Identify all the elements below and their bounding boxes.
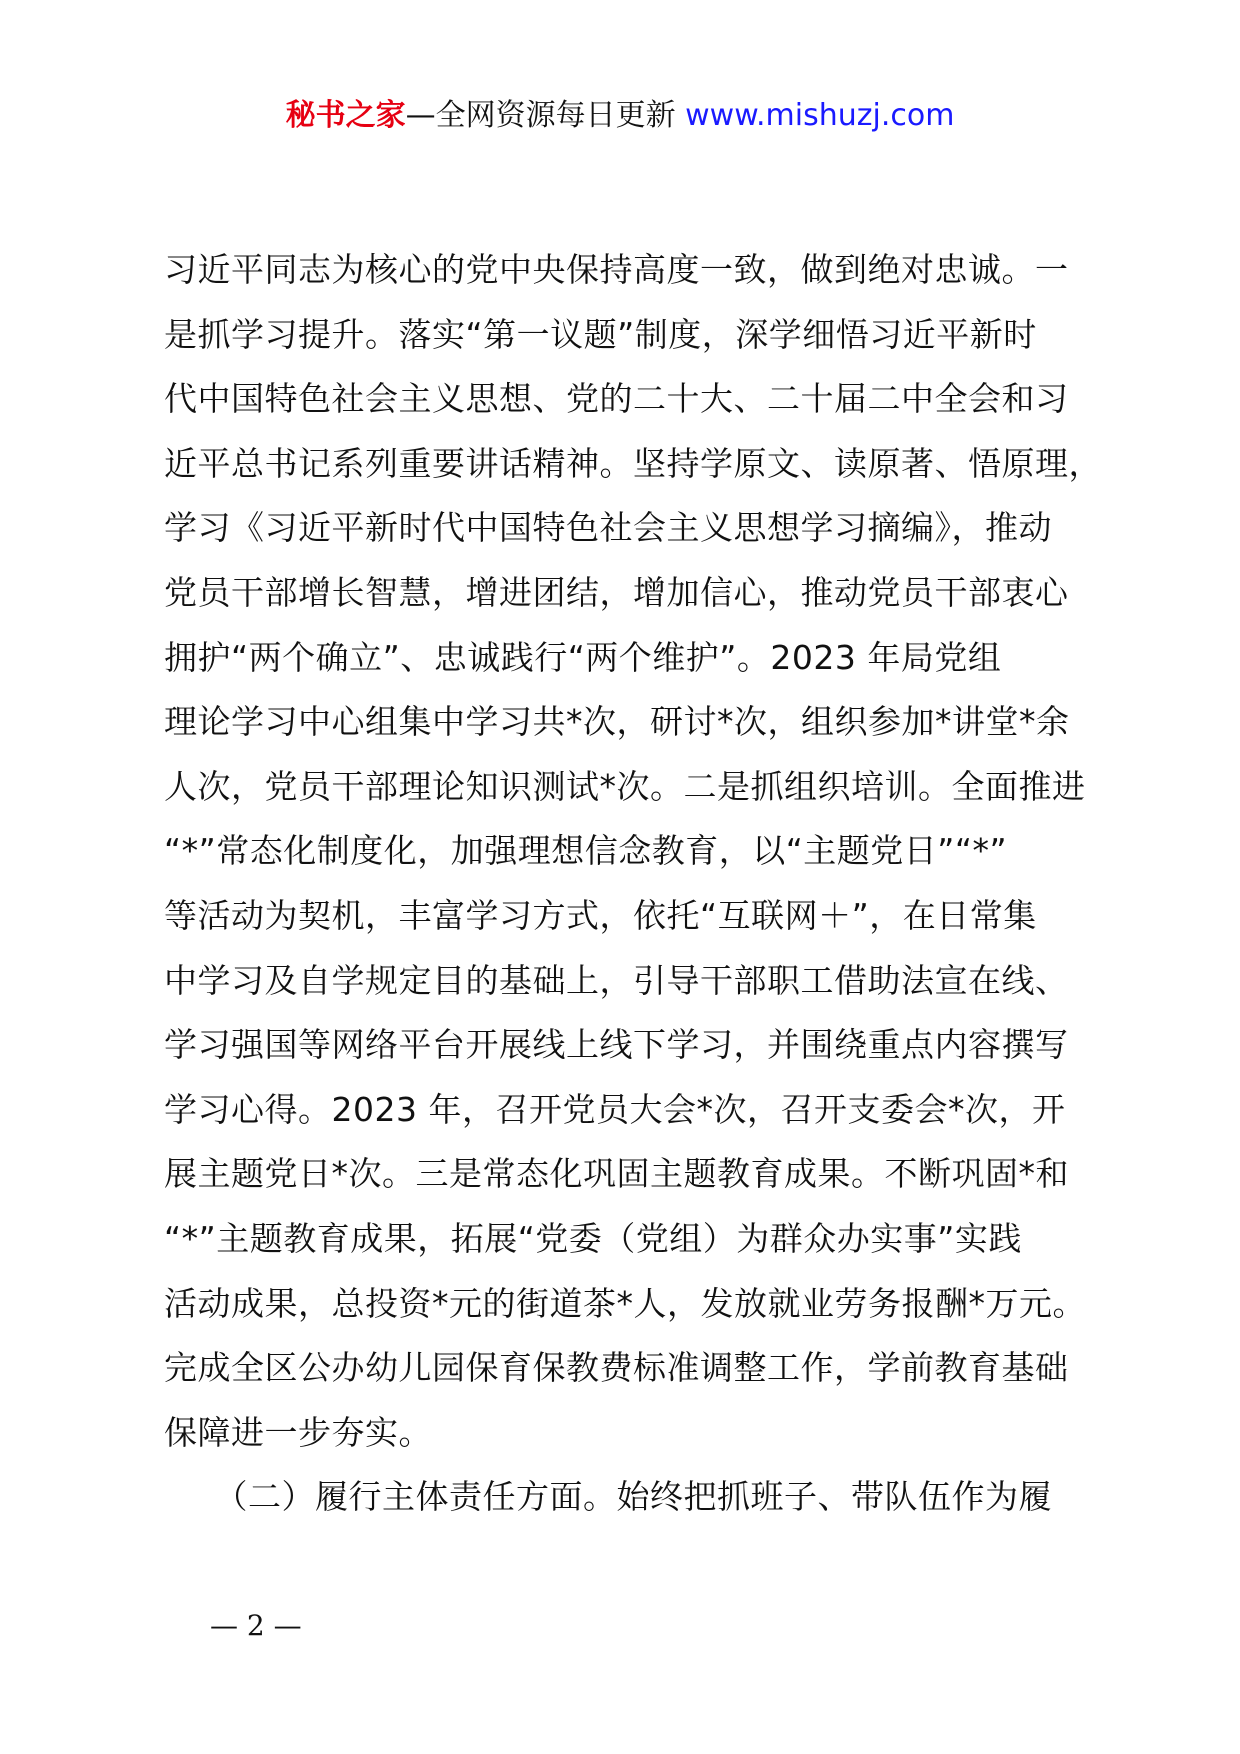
text-line: 党员干部增长智慧，增进团结，增加信心，推动党员干部衷心: [164, 572, 1069, 612]
site-brand: 秘书之家: [285, 98, 406, 133]
site-url-link[interactable]: www.mishuzj.com: [685, 98, 955, 133]
text-line: “*”常态化制度化，加强理想信念教育，以“主题党日”“*”: [164, 831, 1008, 871]
text-line: 代中国特色社会主义思想、党的二十大、二十届二中全会和习: [164, 379, 1069, 419]
text-line: 学习强国等网络平台开展线上线下学习，并围绕重点内容撰写: [164, 1025, 1069, 1065]
text-line: 习近平同志为核心的党中央保持高度一致，做到绝对忠诚。一: [164, 250, 1069, 289]
text-line: 等活动为契机，丰富学习方式，依托“互联网＋”，在日常集: [164, 895, 1037, 935]
document-body: [164, 238, 1102, 1530]
text-line: 近平总书记系列重要讲话精神。坚持学原文、读原著、悟原理，: [164, 443, 1102, 483]
text-line: 中学习及自学规定目的基础上，引导干部职工借助法宣在线、: [164, 960, 1069, 1000]
site-tagline: —全网资源每日更新: [405, 98, 686, 133]
text-line: 学习《习近平新时代中国特色社会主义思想学习摘编》，推动: [164, 508, 1052, 548]
text-line: 展主题党日*次。三是常态化巩固主题教育成果。不断巩固*和: [164, 1154, 1069, 1194]
text-line: 拥护“两个确立”、忠诚践行“两个维护”。2023 年局党组: [164, 637, 1002, 677]
text-line: 是抓学习提升。落实“第一议题”制度，深学细悟习近平新时: [164, 314, 1037, 354]
text-line: 活动成果，总投资*元的街道茶*人，发放就业劳务报酬*万元。: [164, 1283, 1086, 1323]
page-number: — 2 —: [210, 1609, 302, 1642]
text-line: 人次，党员干部理论知识测试*次。二是抓组织培训。全面推进: [164, 766, 1086, 806]
site-header: [0, 96, 1240, 136]
text-line: “*”主题教育成果，拓展“党委（党组）为群众办实事”实践: [164, 1218, 1022, 1258]
text-line: 完成全区公办幼儿园保育保教费标准调整工作，学前教育基础: [164, 1348, 1069, 1388]
text-line: 理论学习中心组集中学习共*次，研讨*次，组织参加*讲堂*余: [164, 702, 1070, 742]
section-heading-line: （二）履行主体责任方面。始终把抓班子、带队伍作为履: [164, 1477, 1052, 1517]
text-line: 学习心得。2023 年，召开党员大会*次，召开支委会*次，开: [164, 1089, 1066, 1129]
text-line: 保障进一步夯实。: [164, 1412, 432, 1452]
